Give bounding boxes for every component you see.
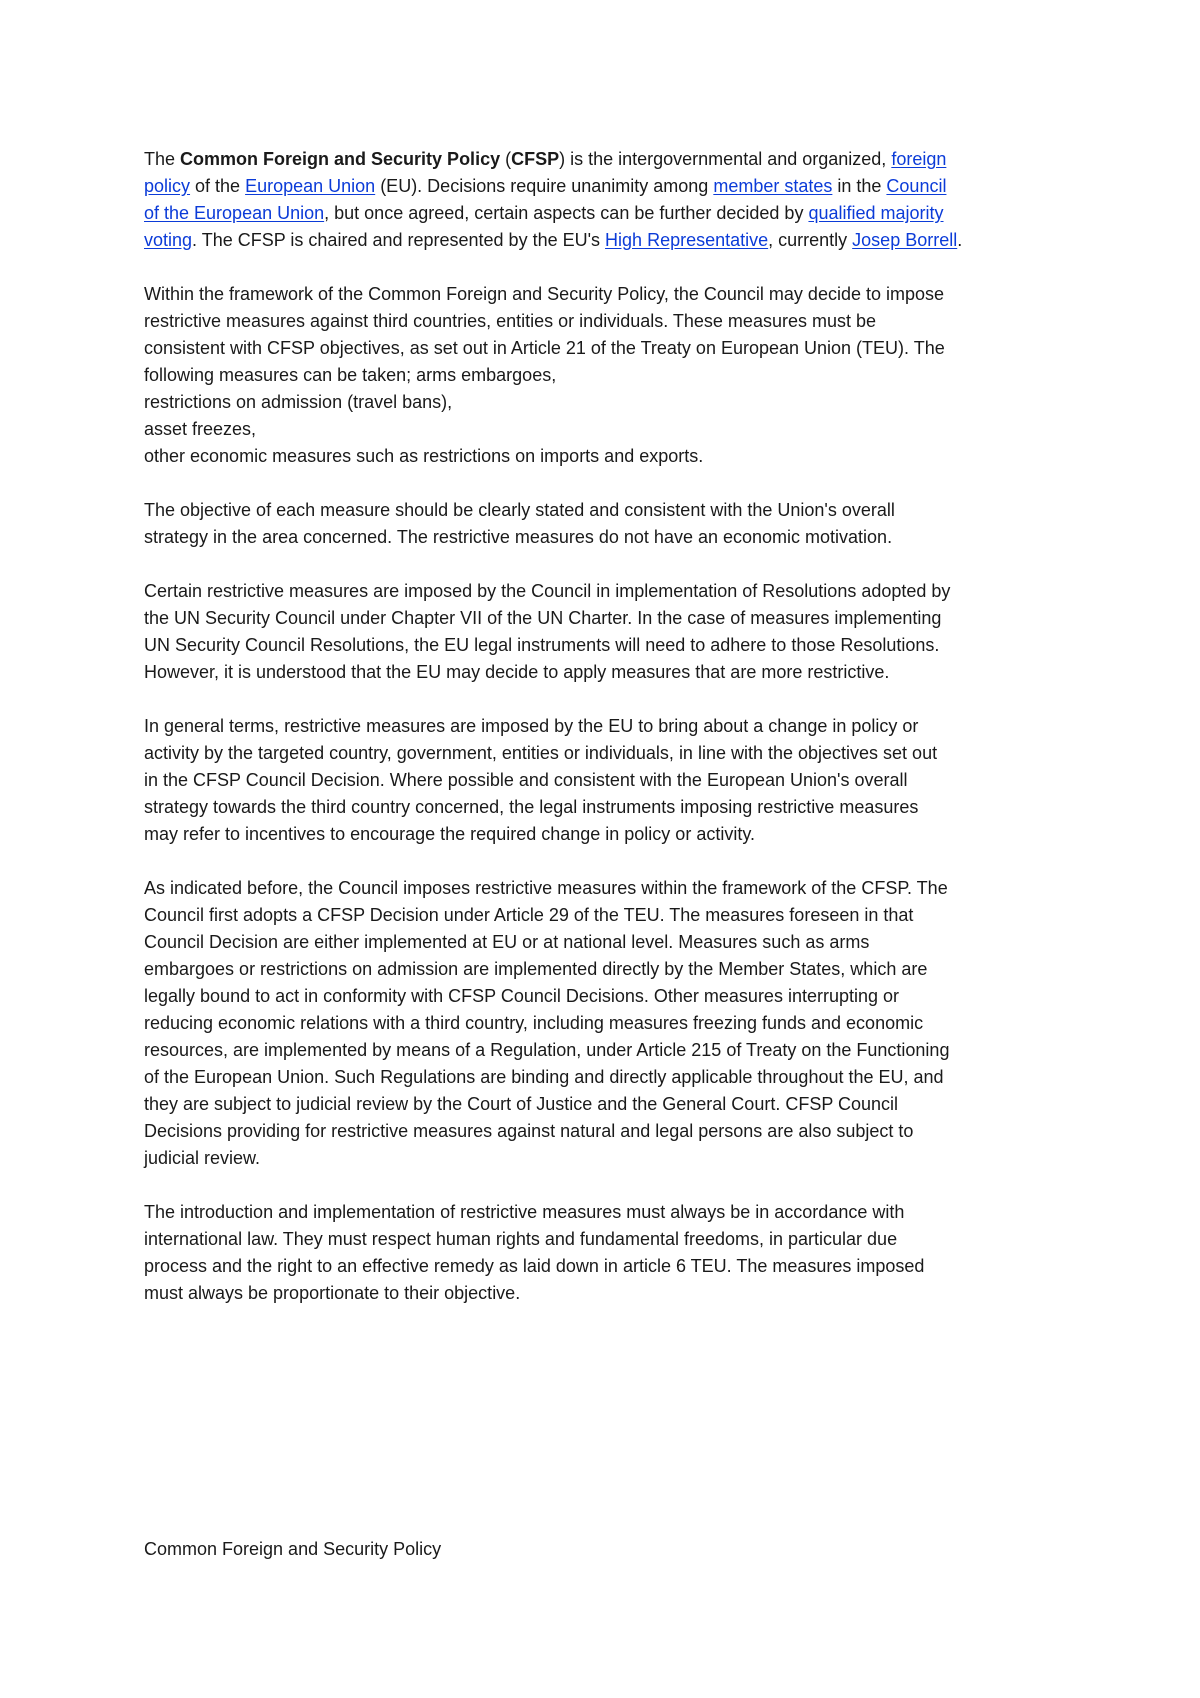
link-qualified-majority-voting[interactable]: qualified majority [808, 203, 944, 223]
link-high-representative[interactable]: High Representative [605, 230, 769, 250]
paragraph-line: The introduction and implementation of restrictive measures must always be in accordance with [144, 1202, 905, 1222]
paragraph-line: the UN Security Council under Chapter VII of the UN Charter. In the case of measures implementing [144, 608, 942, 628]
text-run: ( [500, 149, 512, 169]
paragraph-international-law [144, 1199, 1064, 1307]
paragraph-line: resources, are implemented by means of a Regulation, under Article 215 of Treaty on the Functioning [144, 1040, 950, 1060]
paragraph-line: they are subject to judicial review by the Court of Justice and the General Court. CFSP Council [144, 1094, 899, 1114]
link-council-eu-cont[interactable]: of the European Union [144, 203, 325, 223]
paragraph-line: in the CFSP Council Decision. Where possible and consistent with the European Union's overall [144, 770, 908, 790]
paragraph-line: reducing economic relations with a third country, including measures freezing funds and economic [144, 1013, 924, 1033]
text-run: of the [190, 176, 246, 196]
paragraph-line: However, it is understood that the EU may decide to apply measures that are more restrictive. [144, 662, 890, 682]
paragraph-line: strategy in the area concerned. The restrictive measures do not have an economic motivation. [144, 527, 893, 547]
paragraph-line: judicial review. [144, 1148, 261, 1168]
bold-term-cfsp: Common Foreign and Security Policy [180, 149, 501, 169]
link-foreign-policy-cont[interactable]: policy [144, 176, 191, 196]
paragraph-line: strategy towards the third country concerned, the legal instruments imposing restrictive measures [144, 797, 919, 817]
paragraph-line: In general terms, restrictive measures are imposed by the EU to bring about a change in policy or [144, 716, 919, 736]
paragraph-line: process and the right to an effective remedy as laid down in article 6 TEU. The measures imposed [144, 1256, 925, 1276]
intro-paragraph [144, 146, 1064, 254]
paragraph-line: Within the framework of the Common Foreign and Security Policy, the Council may decide to impose [144, 284, 945, 304]
paragraph-line: restrictions on admission (travel bans), [144, 392, 453, 412]
link-member-states[interactable]: member states [713, 176, 833, 196]
paragraph-line: international law. They must respect human rights and fundamental freedoms, in particular due [144, 1229, 898, 1249]
text-run: . The CFSP is chaired and represented by the EU's [192, 230, 606, 250]
text-run: , currently [768, 230, 853, 250]
paragraph-line: other economic measures such as restrictions on imports and exports. [144, 446, 704, 466]
paragraph-line: Council Decision are either implemented at EU or at national level. Measures such as arms [144, 932, 870, 952]
text-run: The [144, 149, 181, 169]
paragraph-restrictive-measures [144, 281, 1064, 470]
paragraph-line: Decisions providing for restrictive measures against natural and legal persons are also subject to [144, 1121, 914, 1141]
paragraph-un-resolutions [144, 578, 1064, 686]
link-josep-borrell[interactable]: Josep Borrell [852, 230, 958, 250]
paragraph-line: consistent with CFSP objectives, as set out in Article 21 of the Treaty on European Union (TEU). The [144, 338, 945, 358]
document-body [144, 146, 1064, 1307]
link-council-eu[interactable]: Council [886, 176, 947, 196]
paragraph-objective [144, 497, 1064, 551]
paragraph-line: legally bound to act in conformity with CFSP Council Decisions. Other measures interrupting or [144, 986, 900, 1006]
paragraph-line: following measures can be taken; arms embargoes, [144, 365, 557, 385]
paragraph-line: The objective of each measure should be clearly stated and consistent with the Union's overall [144, 500, 895, 520]
paragraph-implementation [144, 875, 1064, 1172]
text-run: ) is the intergovernmental and organized, [559, 149, 892, 169]
paragraph-line: As indicated before, the Council imposes restrictive measures within the framework of the CFSP. The [144, 878, 948, 898]
text-run: . [957, 230, 963, 250]
intro-line-3 [144, 200, 1064, 227]
text-run: in the [832, 176, 887, 196]
paragraph-line: activity by the targeted country, government, entities or individuals, in line with the objectives set out [144, 743, 938, 763]
intro-line-1 [144, 146, 1064, 173]
paragraph-line: of the European Union. Such Regulations are binding and directly applicable throughout the EU, and [144, 1067, 944, 1087]
paragraph-line: must always be proportionate to their objective. [144, 1283, 521, 1303]
text-run: , but once agreed, certain aspects can be further decided by [324, 203, 809, 223]
paragraph-line: asset freezes, [144, 419, 257, 439]
page-footer: Common Foreign and Security Policy [144, 1539, 442, 1559]
link-qualified-majority-voting-cont[interactable]: voting [144, 230, 193, 250]
paragraph-line: embargoes or restrictions on admission are implemented directly by the Member States, which are [144, 959, 928, 979]
link-foreign-policy[interactable]: foreign [891, 149, 947, 169]
paragraph-line: Council first adopts a CFSP Decision under Article 29 of the TEU. The measures foreseen in that [144, 905, 914, 925]
bold-abbreviation-cfsp: CFSP [511, 149, 560, 169]
paragraph-line: may refer to incentives to encourage the required change in policy or activity. [144, 824, 755, 844]
paragraph-line: Certain restrictive measures are imposed by the Council in implementation of Resolutions adopted by [144, 581, 951, 601]
link-european-union[interactable]: European Union [245, 176, 376, 196]
text-run: (EU). Decisions require unanimity among [375, 176, 714, 196]
paragraph-general-terms [144, 713, 1064, 848]
paragraph-line: restrictive measures against third countries, entities or individuals. These measures must be [144, 311, 876, 331]
intro-line-2 [144, 173, 1064, 200]
intro-line-4 [144, 227, 1064, 254]
paragraph-line: UN Security Council Resolutions, the EU legal instruments will need to adhere to those Resolutions. [144, 635, 940, 655]
